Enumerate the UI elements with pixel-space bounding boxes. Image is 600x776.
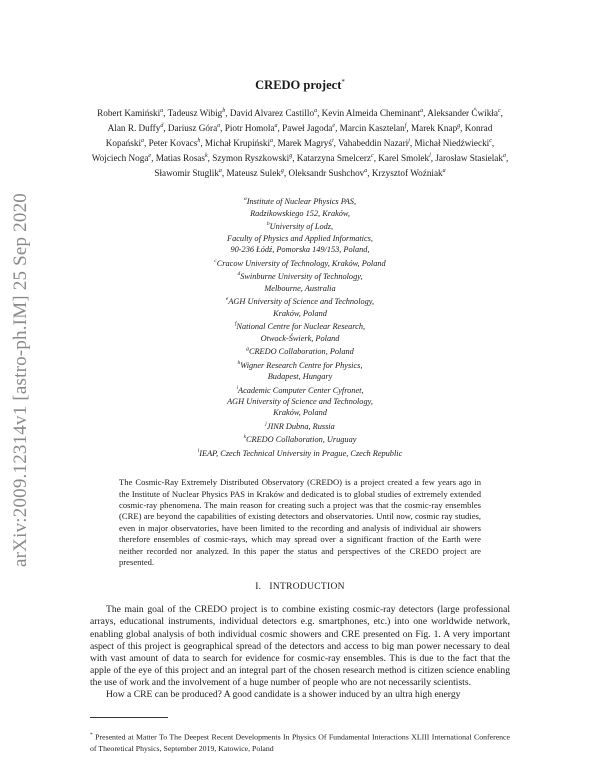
body-paragraph: The main goal of the CREDO project is to combine existing cosmic-ray detectors (large professional arrays, educational instruments, individual detectors e.g. smartphones, etc.) into one worldwide network, enabling global analysis of both individual cosmic showers and CRE presented on Fig. 1. A very important aspect of this project is geographical spread of the detectors and access to big man power necessary to deal with vast amount of data to search for evidence for cosmic-ray ensembles. This is due to the fact that the apple of the eye of this project and an integral part of the chosen research method is citizen science enabling the use of work and the involvement of a huge number of people who are not necessarily scientists.	[90, 604, 510, 688]
author	[156, 153, 208, 163]
author-affiliation-mark: e	[148, 153, 152, 160]
affiliation-line	[90, 244, 510, 256]
affiliation-mark: e	[225, 296, 229, 303]
affiliation-text: University of Lodz,	[269, 222, 334, 232]
section-title: INTRODUCTION	[269, 582, 345, 593]
author-affiliation-mark: g	[457, 123, 461, 130]
author-name: Alan R. Duffy	[107, 123, 161, 134]
affiliation-line	[90, 432, 510, 445]
author-name: Oleksandr Sushchov	[288, 168, 365, 179]
author-name: Michał Krupiński	[204, 138, 270, 149]
author-name: Karel Smolek	[378, 153, 430, 164]
affiliation-text: Otwock-Świerk, Poland	[260, 333, 340, 343]
author-affiliation-mark: k	[204, 153, 208, 160]
author-affiliation-mark: a	[314, 108, 318, 115]
author	[340, 123, 407, 133]
author-name: Wojciech Noga	[91, 153, 149, 164]
footnote-text: Presented at Matter To The Deepest Recent Developments In Physics Of Fundamental Interactions XLIII International Conference of Theoretical Physics, September 2019, Katowice, Poland	[90, 732, 510, 753]
affiliation-mark: h	[237, 359, 241, 366]
affiliation-mark: i	[236, 384, 238, 391]
affiliation-text: Budapest, Hungary	[267, 371, 333, 381]
author-affiliation-mark: i	[331, 138, 334, 145]
author-name: Jarosław Stasielak	[435, 153, 503, 164]
affiliation-line	[90, 383, 510, 396]
author-affiliation-mark: c	[489, 138, 492, 145]
author-name: Peter Kovacs	[148, 138, 198, 149]
affiliation-text: Melbourne, Australia	[264, 283, 336, 293]
author-affiliation-mark: a	[442, 168, 446, 175]
author	[230, 108, 317, 118]
affiliation-line	[90, 358, 510, 371]
author-affiliation-mark: g	[280, 168, 284, 175]
affiliation-text: Cracow University of Technology, Kraków, Poland	[216, 258, 386, 268]
footnote	[90, 730, 510, 754]
affiliation-mark: f	[234, 321, 237, 328]
section-number: I.	[255, 582, 262, 593]
author	[297, 153, 374, 163]
affiliation-mark: d	[237, 271, 241, 278]
author-name: Sławomir Stuglik	[154, 168, 219, 179]
author-name: Robert Kamiński	[97, 108, 161, 119]
author-affiliation-mark: j	[408, 138, 410, 145]
author-affiliation-mark: e	[332, 123, 336, 130]
affiliation-line	[90, 419, 510, 432]
affiliation-text: CREDO Collaboration, Uruguay	[246, 435, 357, 445]
affiliation-line	[90, 344, 510, 357]
author	[205, 138, 273, 148]
affiliation-text: Faculty of Physics and Applied Informatics,	[227, 233, 373, 243]
author-affiliation-mark: c	[497, 108, 501, 115]
author	[338, 138, 410, 148]
author	[154, 168, 222, 178]
affiliation-line	[90, 208, 510, 220]
affiliation-text: 90-236 Łódź, Pomorska 149/153, Poland,	[230, 245, 370, 255]
section-heading	[90, 582, 510, 592]
affiliation-mark: l	[197, 447, 200, 454]
author	[282, 123, 335, 133]
author-affiliation-mark: f	[404, 123, 407, 130]
author-name: Konrad Kopański	[105, 123, 493, 149]
arxiv-stamp	[0, 0, 42, 776]
affiliation-mark: k	[243, 434, 247, 441]
author	[414, 138, 491, 148]
author	[168, 108, 226, 118]
footnote-mark: *	[90, 732, 93, 739]
author-affiliation-mark: a	[160, 108, 164, 115]
affiliation-mark: a	[243, 196, 247, 203]
affiliation-line	[90, 396, 510, 408]
author-list: Robert Kamiński$^a$, Tadeusz Wibig$^b$, David Alvarez Castillo$^a$, Kevin Almeida Cheminant$^a$, Aleksander Ćwikła$^c$, Alan R. Duffy$^d$, Dariusz Góra$^a$, Piotr Homola$^a$, Paweł Jagoda$^e$, Marcin Kasztelan$^f$, Marek Knap$^g$, Konrad Kopański$^a$, Peter Kovacs$^h$, Michał Krupiński$^a$, Marek Magryś$^i$, Vahabeddin Nazari$^j$, Michał Niedźwiecki$^c$, Wojciech Noga$^e$, Matias Rosas$^k$, Szymon Ryszkowski$^g$, Katarzyna Smelcerz$^c$, Karel Smolek$^l$, Jarosław Stasielak$^a$, Sławomir Stuglik$^a$, Mateusz Sulek$^g$, Oleksandr Sushchov$^a$, Krzysztof Woźniak$^a$	[91, 108, 509, 179]
affiliation-text: JINR Dubna, Russia	[266, 421, 335, 431]
title-footnote-mark: *	[341, 78, 345, 86]
author-name: Kevin Almeida Cheminant	[321, 108, 421, 119]
author	[372, 168, 446, 178]
author-affiliation-mark: b	[222, 108, 226, 115]
author	[108, 123, 164, 133]
author-name: Matias Rosas	[155, 153, 205, 164]
paper-page	[90, 78, 510, 754]
affiliation-text: National Centre for Nuclear Research,	[236, 322, 366, 331]
affiliation-text: Academic Computer Center Cyfronet,	[238, 385, 364, 395]
author-affiliation-mark: a	[364, 168, 368, 175]
affiliation-text: Radzikowskiego 152, Kraków,	[250, 208, 350, 218]
footnote-rule	[90, 717, 168, 718]
affiliation-line	[90, 333, 510, 345]
author-affiliation-mark: a	[218, 168, 222, 175]
affiliation-text: Institute of Nuclear Physics PAS,	[246, 197, 357, 207]
author-affiliation-mark: c	[371, 153, 374, 160]
author-name: Krzysztof Woźniak	[371, 168, 443, 179]
author-affiliation-mark: d	[160, 123, 164, 130]
author-affiliation-mark: a	[420, 108, 424, 115]
author	[427, 108, 500, 118]
author-name: Paweł Jagoda	[282, 123, 333, 134]
affiliation-text: Kraków, Poland	[273, 408, 327, 418]
affiliation-text: AGH University of Science and Technology,	[228, 297, 375, 307]
author	[288, 168, 367, 178]
affiliation-line	[90, 256, 510, 269]
author	[92, 153, 151, 163]
affiliation-line	[90, 219, 510, 232]
author-name: David Alvarez Castillo	[229, 108, 315, 119]
author-affiliation-mark: a	[141, 138, 144, 145]
affiliation-line	[90, 233, 510, 245]
affiliation-line	[90, 308, 510, 320]
author	[212, 153, 292, 163]
affiliation-line	[90, 319, 510, 332]
author	[322, 108, 424, 118]
author	[411, 123, 460, 133]
affiliation-mark: j	[265, 421, 267, 428]
affiliation-text: Wigner Research Centre for Physics,	[240, 360, 363, 370]
affiliation-text: IEAP, Czech Technical University in Prague, Czech Republic	[199, 448, 403, 458]
author-name: Katarzyna Smelcerz	[296, 153, 372, 164]
author-affiliation-mark: a	[270, 138, 273, 145]
author-affiliation-mark: a	[502, 153, 506, 160]
affiliation-mark: g	[246, 346, 249, 353]
author-name: Marcin Kasztelan	[339, 123, 405, 134]
affiliation-list	[90, 194, 510, 459]
author-name: Mateusz Sulek	[226, 168, 281, 179]
abstract: The Cosmic-Ray Extremely Distributed Observatory (CREDO) is a project created a few years ago in the Institute of Nuclear Physics PAS in Kraków and dedicated is to global studies of extremely extended cosmic-ray phenomena. The main reason for creating such a project was that the cosmic-ray ensembles (CRE) are beyond the capabilities of existing detectors and observatories. Until now, cosmic ray studies, even in major observatories, have been limited to the recording and analysis of individual air showers therefore ensembles of cosmic-rays, which may spread over a significant fraction of the Earth were neither recorded nor analyzed. In this paper the status and perspectives of the CREDO project are presented.	[119, 477, 481, 567]
affiliation-line	[90, 269, 510, 282]
author-name: Tadeusz Wibig	[167, 108, 223, 119]
affiliation-text: Kraków, Poland	[273, 308, 327, 318]
affiliation-text: AGH University of Science and Technology,	[227, 396, 373, 406]
author-affiliation-mark: g	[289, 153, 293, 160]
author-name: Marek Knap	[410, 123, 458, 134]
author	[227, 168, 284, 178]
author-affiliation-mark: h	[197, 138, 201, 145]
affiliation-line	[90, 446, 510, 459]
affiliation-text: Swinburne University of Technology,	[240, 272, 363, 282]
author	[97, 108, 163, 118]
author-affiliation-mark: a	[274, 123, 278, 130]
author-name: Michał Niedźwiecki	[414, 138, 490, 149]
affiliation-line	[90, 371, 510, 383]
affiliation-line	[90, 194, 510, 207]
author-name: Marek Magryś	[277, 138, 332, 149]
author	[149, 138, 201, 148]
affiliation-mark: b	[266, 221, 270, 228]
affiliation-line	[90, 407, 510, 419]
author	[168, 123, 220, 133]
author-name: Dariusz Góra	[167, 123, 218, 134]
arxiv-identifier: arXiv:2009.12314v1 [astro-ph.IM] 25 Sep 2020	[10, 193, 31, 567]
author	[435, 153, 506, 163]
paper-title-text: CREDO project	[255, 78, 342, 93]
author	[378, 153, 430, 163]
author	[278, 138, 334, 148]
author-affiliation-mark: l	[429, 153, 431, 160]
author-name: Szymon Ryszkowski	[212, 153, 290, 164]
author-name: Piotr Homola	[224, 123, 275, 134]
body-paragraph: How a CRE can be produced? A good candidate is a shower induced by an ultra high energy	[106, 689, 461, 701]
affiliation-text: CREDO Collaboration, Poland	[248, 346, 354, 356]
affiliation-line	[90, 283, 510, 295]
affiliation-mark: c	[214, 257, 217, 264]
author	[225, 123, 278, 133]
author-name: Aleksander Ćwikła	[427, 108, 498, 119]
paper-title	[90, 78, 510, 93]
affiliation-line	[90, 294, 510, 307]
author-affiliation-mark: a	[217, 123, 221, 130]
author-name: Vahabeddin Nazari	[338, 138, 409, 149]
